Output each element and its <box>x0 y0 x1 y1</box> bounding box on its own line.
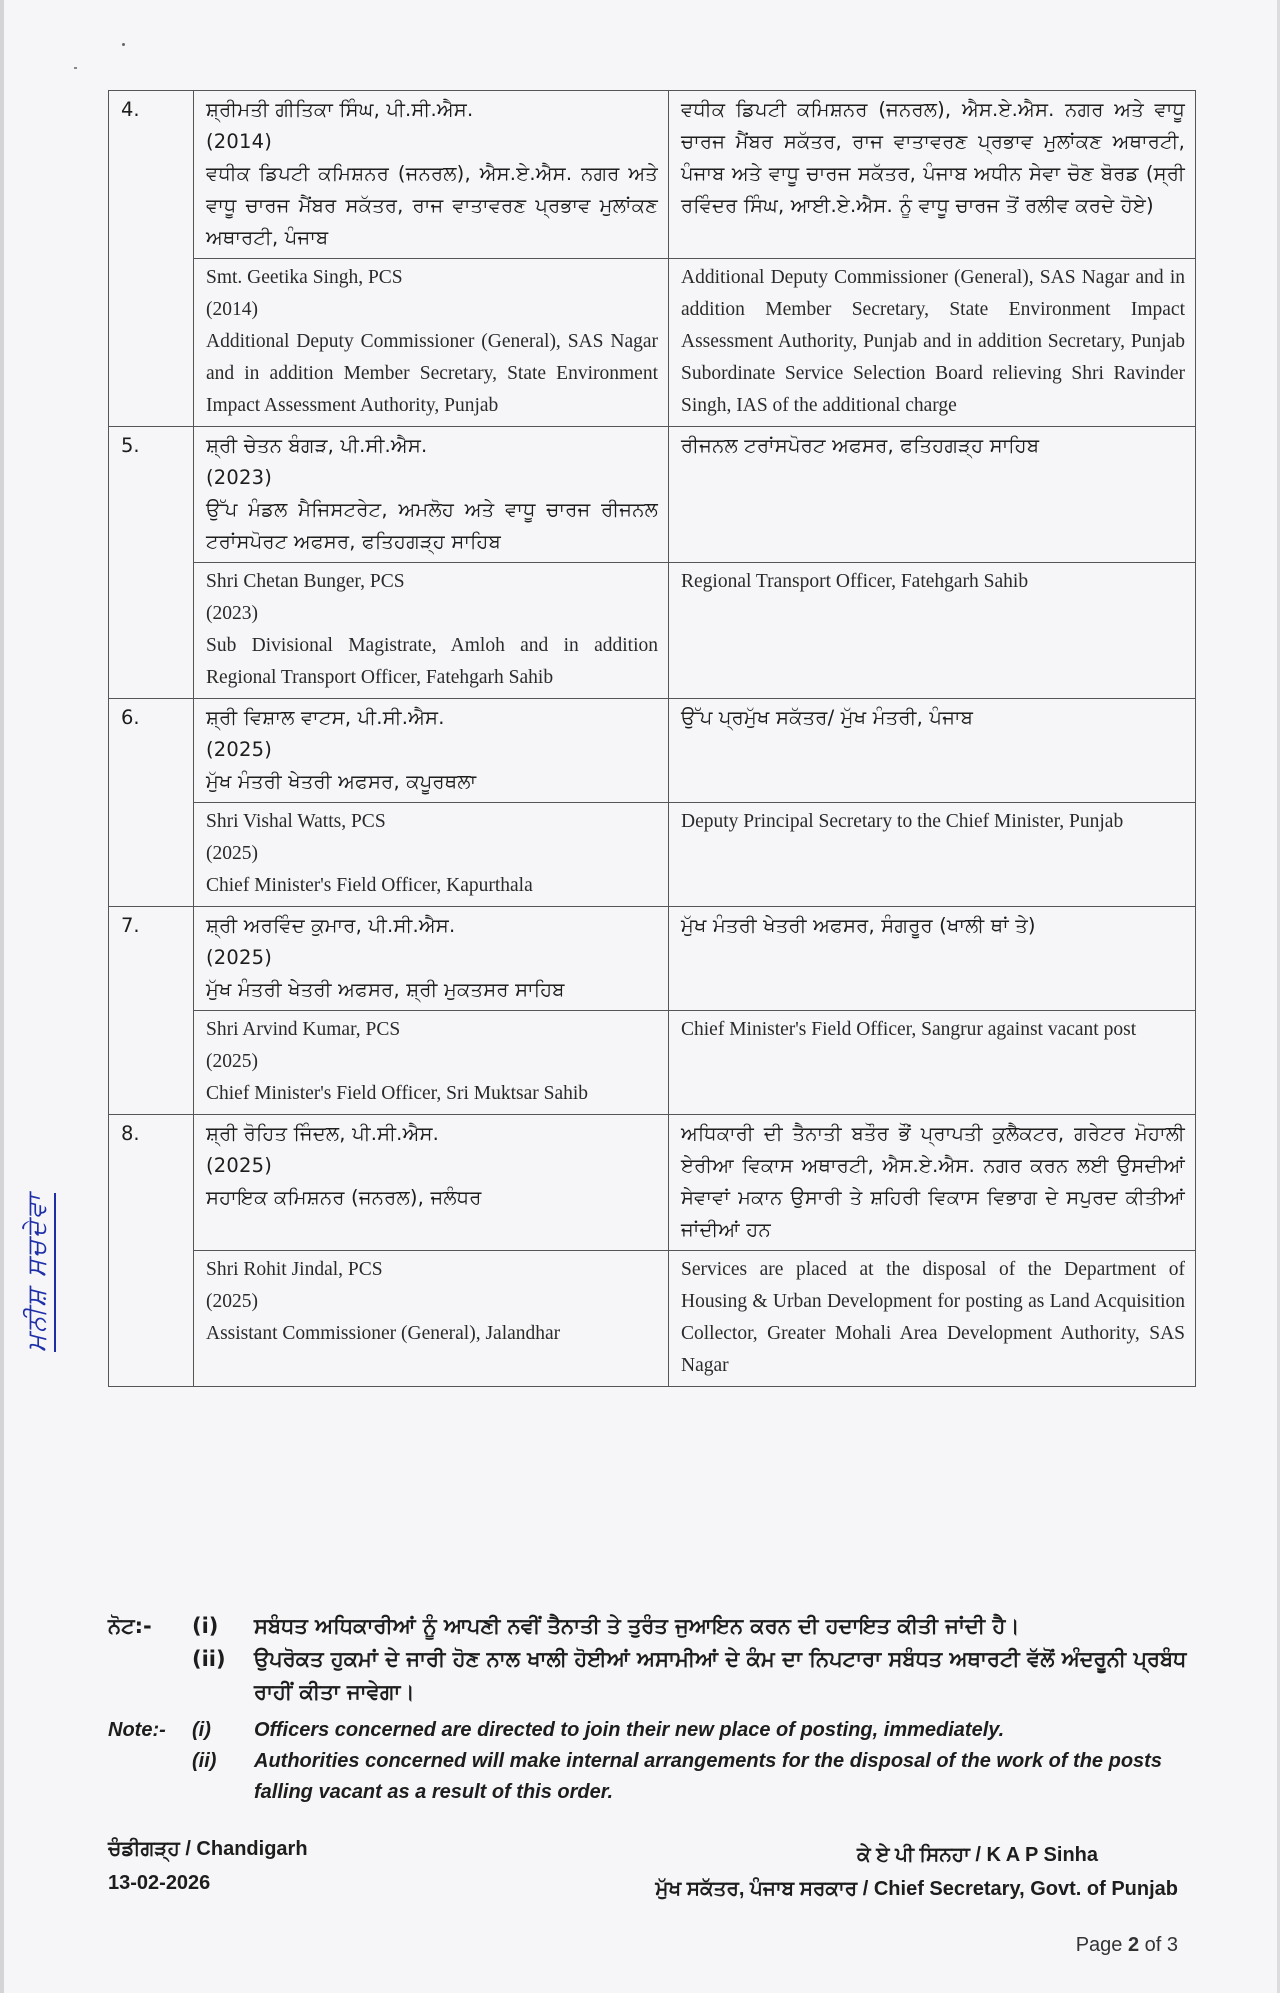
batch-year: (2025) <box>206 843 258 864</box>
from-posting-punjabi <box>194 907 669 1011</box>
from-posting-punjabi <box>194 1115 669 1251</box>
current-posting: ਸਹਾਇਕ ਕਮਿਸ਼ਨਰ (ਜਨਰਲ), ਜਲੰਧਰ <box>206 1186 482 1209</box>
from-posting-punjabi <box>194 427 669 563</box>
place-and-date <box>108 1832 308 1900</box>
from-posting-english <box>194 1011 669 1115</box>
serial-number: 5. <box>109 427 194 699</box>
table-row-punjabi <box>109 907 1196 1011</box>
page-number <box>1076 1934 1178 1957</box>
signature-block <box>655 1838 1178 1906</box>
officer-name: Shri Vishal Watts, PCS <box>206 811 386 832</box>
from-posting-english <box>194 563 669 699</box>
place: ਚੰਡੀਗੜ੍ਹ / Chandigarh <box>108 1838 308 1860</box>
page-edge-left <box>0 0 4 1993</box>
signatory-name: ਕੇ ਏ ਪੀ ਸਿਨਹਾ / K A P Sinha <box>857 1844 1098 1866</box>
to-posting-punjabi: ਰੀਜਨਲ ਟਰਾਂਸਪੋਰਟ ਅਫਸਰ, ਫਤਿਹਗੜ੍ਹ ਸਾਹਿਬ <box>669 427 1196 563</box>
note-number: (i) <box>192 1719 211 1741</box>
note-number: (ii) <box>192 1750 217 1772</box>
batch-year: (2014) <box>206 299 258 320</box>
serial-number: 4. <box>109 91 194 427</box>
signatory-title: ਮੁੱਖ ਸਕੱਤਰ, ਪੰਜਾਬ ਸਰਕਾਰ / Chief Secretary, Govt. of Punjab <box>655 1878 1178 1900</box>
table-row-english <box>109 1011 1196 1115</box>
serial-number: 7. <box>109 907 194 1115</box>
table-row-punjabi <box>109 699 1196 803</box>
officer-name: ਸ਼੍ਰੀ ਰੋਹਿਤ ਜਿੰਦਲ, ਪੀ.ਸੀ.ਐਸ. <box>206 1122 440 1145</box>
serial-number: 6. <box>109 699 194 907</box>
page-prefix: Page <box>1075 1934 1128 1956</box>
batch-year: (2025) <box>206 946 273 969</box>
current-posting: ਮੁੱਖ ਮੰਤਰੀ ਖੇਤਰੀ ਅਫਸਰ, ਕਪੂਰਥਲਾ <box>206 770 477 793</box>
note-text: Officers concerned are directed to join their new place of posting, immediately. <box>254 1719 1005 1741</box>
officer-name: ਸ਼੍ਰੀ ਅਰਵਿੰਦ ਕੁਮਾਰ, ਪੀ.ਸੀ.ਐਸ. <box>206 914 456 937</box>
note-number: (ii) <box>192 1647 226 1671</box>
postings-table <box>108 90 1196 1387</box>
note-english-1 <box>108 1715 1198 1746</box>
table-row-punjabi <box>109 1115 1196 1251</box>
to-posting-english: Chief Minister's Field Officer, Sangrur against vacant post <box>669 1011 1196 1115</box>
note-punjabi-1 <box>108 1610 1198 1643</box>
from-posting-punjabi <box>194 699 669 803</box>
from-posting-english <box>194 259 669 427</box>
date: 13-02-2026 <box>108 1872 211 1894</box>
to-posting-punjabi: ਵਧੀਕ ਡਿਪਟੀ ਕਮਿਸ਼ਨਰ (ਜਨਰਲ), ਐਸ.ਏ.ਐਸ. ਨਗਰ ਅਤੇ ਵਾਧੂ ਚਾਰਜ ਮੈਂਬਰ ਸਕੱਤਰ, ਰਾਜ ਵਾਤਾਵਰਣ ਪ੍ਰਭਾਵ ਮੁਲਾਂਕਣ ਅਥਾਰਟੀ, ਪੰਜਾਬ ਅਤੇ ਵਾਧੂ ਚਾਰਜ ਸਕੱਤਰ, ਪੰਜਾਬ ਅਧੀਨ ਸੇਵਾ ਚੋਣ ਬੋਰਡ (ਸ੍ਰੀ ਰਵਿੰਦਰ ਸਿੰਘ, ਆਈ.ਏ.ਐਸ. ਨੂੰ ਵਾਧੂ ਚਾਰਜ ਤੋਂ ਰਲੀਵ ਕਰਦੇ ਹੋਏ) <box>669 91 1196 259</box>
current-posting: Additional Deputy Commissioner (General), SAS Nagar and in addition Member Secretary, State Environment Impact Assessment Authority, Punjab <box>206 331 658 416</box>
to-posting-punjabi: ਅਧਿਕਾਰੀ ਦੀ ਤੈਨਾਤੀ ਬਤੌਰ ਭੌਂ ਪ੍ਰਾਪਤੀ ਕੁਲੈਕਟਰ, ਗਰੇਟਰ ਮੋਹਾਲੀ ਏਰੀਆ ਵਿਕਾਸ ਅਥਾਰਟੀ, ਐਸ.ਏ.ਐਸ. ਨਗਰ ਕਰਨ ਲਈ ਉਸਦੀਆਂ ਸੇਵਾਵਾਂ ਮਕਾਨ ਉਸਾਰੀ ਤੇ ਸ਼ਹਿਰੀ ਵਿਕਾਸ ਵਿਭਾਗ ਦੇ ਸਪੁਰਦ ਕੀਤੀਆਂ ਜਾਂਦੀਆਂ ਹਨ <box>669 1115 1196 1251</box>
notes-english <box>108 1715 1198 1808</box>
current-posting: ਮੁੱਖ ਮੰਤਰੀ ਖੇਤਰੀ ਅਫਸਰ, ਸ਼੍ਰੀ ਮੁਕਤਸਰ ਸਾਹਿਬ <box>206 978 565 1001</box>
scan-speck <box>122 43 125 46</box>
table-row-punjabi <box>109 427 1196 563</box>
notes-section <box>108 1610 1198 1808</box>
to-posting-english: Regional Transport Officer, Fatehgarh Sahib <box>669 563 1196 699</box>
table-row-english <box>109 563 1196 699</box>
to-posting-english: Deputy Principal Secretary to the Chief Minister, Punjab <box>669 803 1196 907</box>
note-label-punjabi: ਨੋਟ:- <box>108 1614 152 1638</box>
page-current: 2 <box>1127 1934 1140 1956</box>
batch-year: (2023) <box>206 603 258 624</box>
scan-speck <box>74 67 77 69</box>
note-text: ਉਪਰੋਕਤ ਹੁਕਮਾਂ ਦੇ ਜਾਰੀ ਹੋਣ ਨਾਲ ਖਾਲੀ ਹੋਈਆਂ ਅਸਾਮੀਆਂ ਦੇ ਕੰਮ ਦਾ ਨਿਪਟਾਰਾ ਸਬੰਧਤ ਅਥਾਰਟੀ ਵੱਲੋਂ ਅੰਦਰੂਨੀ ਪ੍ਰਬੰਧ ਰਾਹੀਂ ਕੀਤਾ ਜਾਵੇਗਾ। <box>254 1647 1187 1704</box>
page-total: 3 <box>1166 1934 1178 1956</box>
table-row-punjabi <box>109 91 1196 259</box>
postings-table-body <box>109 91 1196 1387</box>
table-row-english <box>109 259 1196 427</box>
to-posting-punjabi: ਮੁੱਖ ਮੰਤਰੀ ਖੇਤਰੀ ਅਫਸਰ, ਸੰਗਰੂਰ (ਖਾਲੀ ਥਾਂ ਤੇ) <box>669 907 1196 1011</box>
batch-year: (2025) <box>206 738 273 761</box>
current-posting: Sub Divisional Magistrate, Amloh and in addition Regional Transport Officer, Fatehgarh Sahib <box>206 635 658 688</box>
current-posting: ਵਧੀਕ ਡਿਪਟੀ ਕਮਿਸ਼ਨਰ (ਜਨਰਲ), ਐਸ.ਏ.ਐਸ. ਨਗਰ ਅਤੇ ਵਾਧੂ ਚਾਰਜ ਮੈਂਬਰ ਸਕੱਤਰ, ਰਾਜ ਵਾਤਾਵਰਣ ਪ੍ਰਭਾਵ ਮੁਲਾਂਕਣ ਅਥਾਰਟੀ, ਪੰਜਾਬ <box>206 162 658 249</box>
officer-name: Shri Rohit Jindal, PCS <box>206 1259 383 1280</box>
note-english-2 <box>108 1746 1198 1808</box>
current-posting: Chief Minister's Field Officer, Sri Muktsar Sahib <box>206 1083 589 1104</box>
to-posting-english: Services are placed at the disposal of the Department of Housing & Urban Development for posting as Land Acquisition Collector, Greater Mohali Area Development Authority, SAS Nagar <box>669 1251 1196 1387</box>
table-row-english <box>109 1251 1196 1387</box>
current-posting: Chief Minister's Field Officer, Kapurthala <box>206 875 533 896</box>
batch-year: (2025) <box>206 1154 273 1177</box>
from-posting-english <box>194 803 669 907</box>
from-posting-punjabi <box>194 91 669 259</box>
note-punjabi-2 <box>108 1643 1198 1709</box>
batch-year: (2025) <box>206 1051 258 1072</box>
note-number: (i) <box>192 1614 219 1638</box>
officer-name: Shri Chetan Bunger, PCS <box>206 571 405 592</box>
officer-name: Smt. Geetika Singh, PCS <box>206 267 403 288</box>
to-posting-punjabi: ਉੱਪ ਪ੍ਰਮੁੱਖ ਸਕੱਤਰ/ ਮੁੱਖ ਮੰਤਰੀ, ਪੰਜਾਬ <box>669 699 1196 803</box>
note-text: Authorities concerned will make internal arrangements for the disposal of the work of the posts falling vacant as a result of this order. <box>254 1750 1162 1803</box>
page-sep: of <box>1139 1934 1167 1956</box>
note-label-english: Note:- <box>108 1719 166 1741</box>
batch-year: (2014) <box>206 130 273 153</box>
current-posting: Assistant Commissioner (General), Jalandhar <box>206 1323 561 1344</box>
officer-name: ਸ਼੍ਰੀ ਵਿਸ਼ਾਲ ਵਾਟਸ, ਪੀ.ਸੀ.ਐਸ. <box>206 706 445 729</box>
margin-signature-text: ਮਨੀਸ਼ ਸਚਦੇਵਾ <box>22 1193 56 1352</box>
batch-year: (2025) <box>206 1291 258 1312</box>
from-posting-english <box>194 1251 669 1387</box>
officer-name: ਸ਼੍ਰੀਮਤੀ ਗੀਤਿਕਾ ਸਿੰਘ, ਪੀ.ਸੀ.ਐਸ. <box>206 98 474 121</box>
officer-name: Shri Arvind Kumar, PCS <box>206 1019 401 1040</box>
handwritten-margin-signature <box>22 1162 66 1352</box>
batch-year: (2023) <box>206 466 273 489</box>
to-posting-english: Additional Deputy Commissioner (General), SAS Nagar and in addition Member Secretary, State Environment Impact Assessment Authority, Punjab and in addition Secretary, Punjab Subordinate Service Selection Board relieving Shri Ravinder Singh, IAS of the additional charge <box>669 259 1196 427</box>
table-row-english <box>109 803 1196 907</box>
current-posting: ਉੱਪ ਮੰਡਲ ਮੈਜਿਸਟਰੇਟ, ਅਮਲੋਹ ਅਤੇ ਵਾਧੂ ਚਾਰਜ ਰੀਜਨਲ ਟਰਾਂਸਪੋਰਟ ਅਫਸਰ, ਫਤਿਹਗੜ੍ਹ ਸਾਹਿਬ <box>206 498 658 553</box>
officer-name: ਸ਼੍ਰੀ ਚੇਤਨ ਬੰਗੜ, ਪੀ.ਸੀ.ਐਸ. <box>206 434 428 457</box>
serial-number: 8. <box>109 1115 194 1387</box>
note-text: ਸਬੰਧਤ ਅਧਿਕਾਰੀਆਂ ਨੂੰ ਆਪਣੀ ਨਵੀਂ ਤੈਨਾਤੀ ਤੇ ਤੁਰੰਤ ਜੁਆਇਨ ਕਰਨ ਦੀ ਹਦਾਇਤ ਕੀਤੀ ਜਾਂਦੀ ਹੈ। <box>254 1614 1020 1638</box>
